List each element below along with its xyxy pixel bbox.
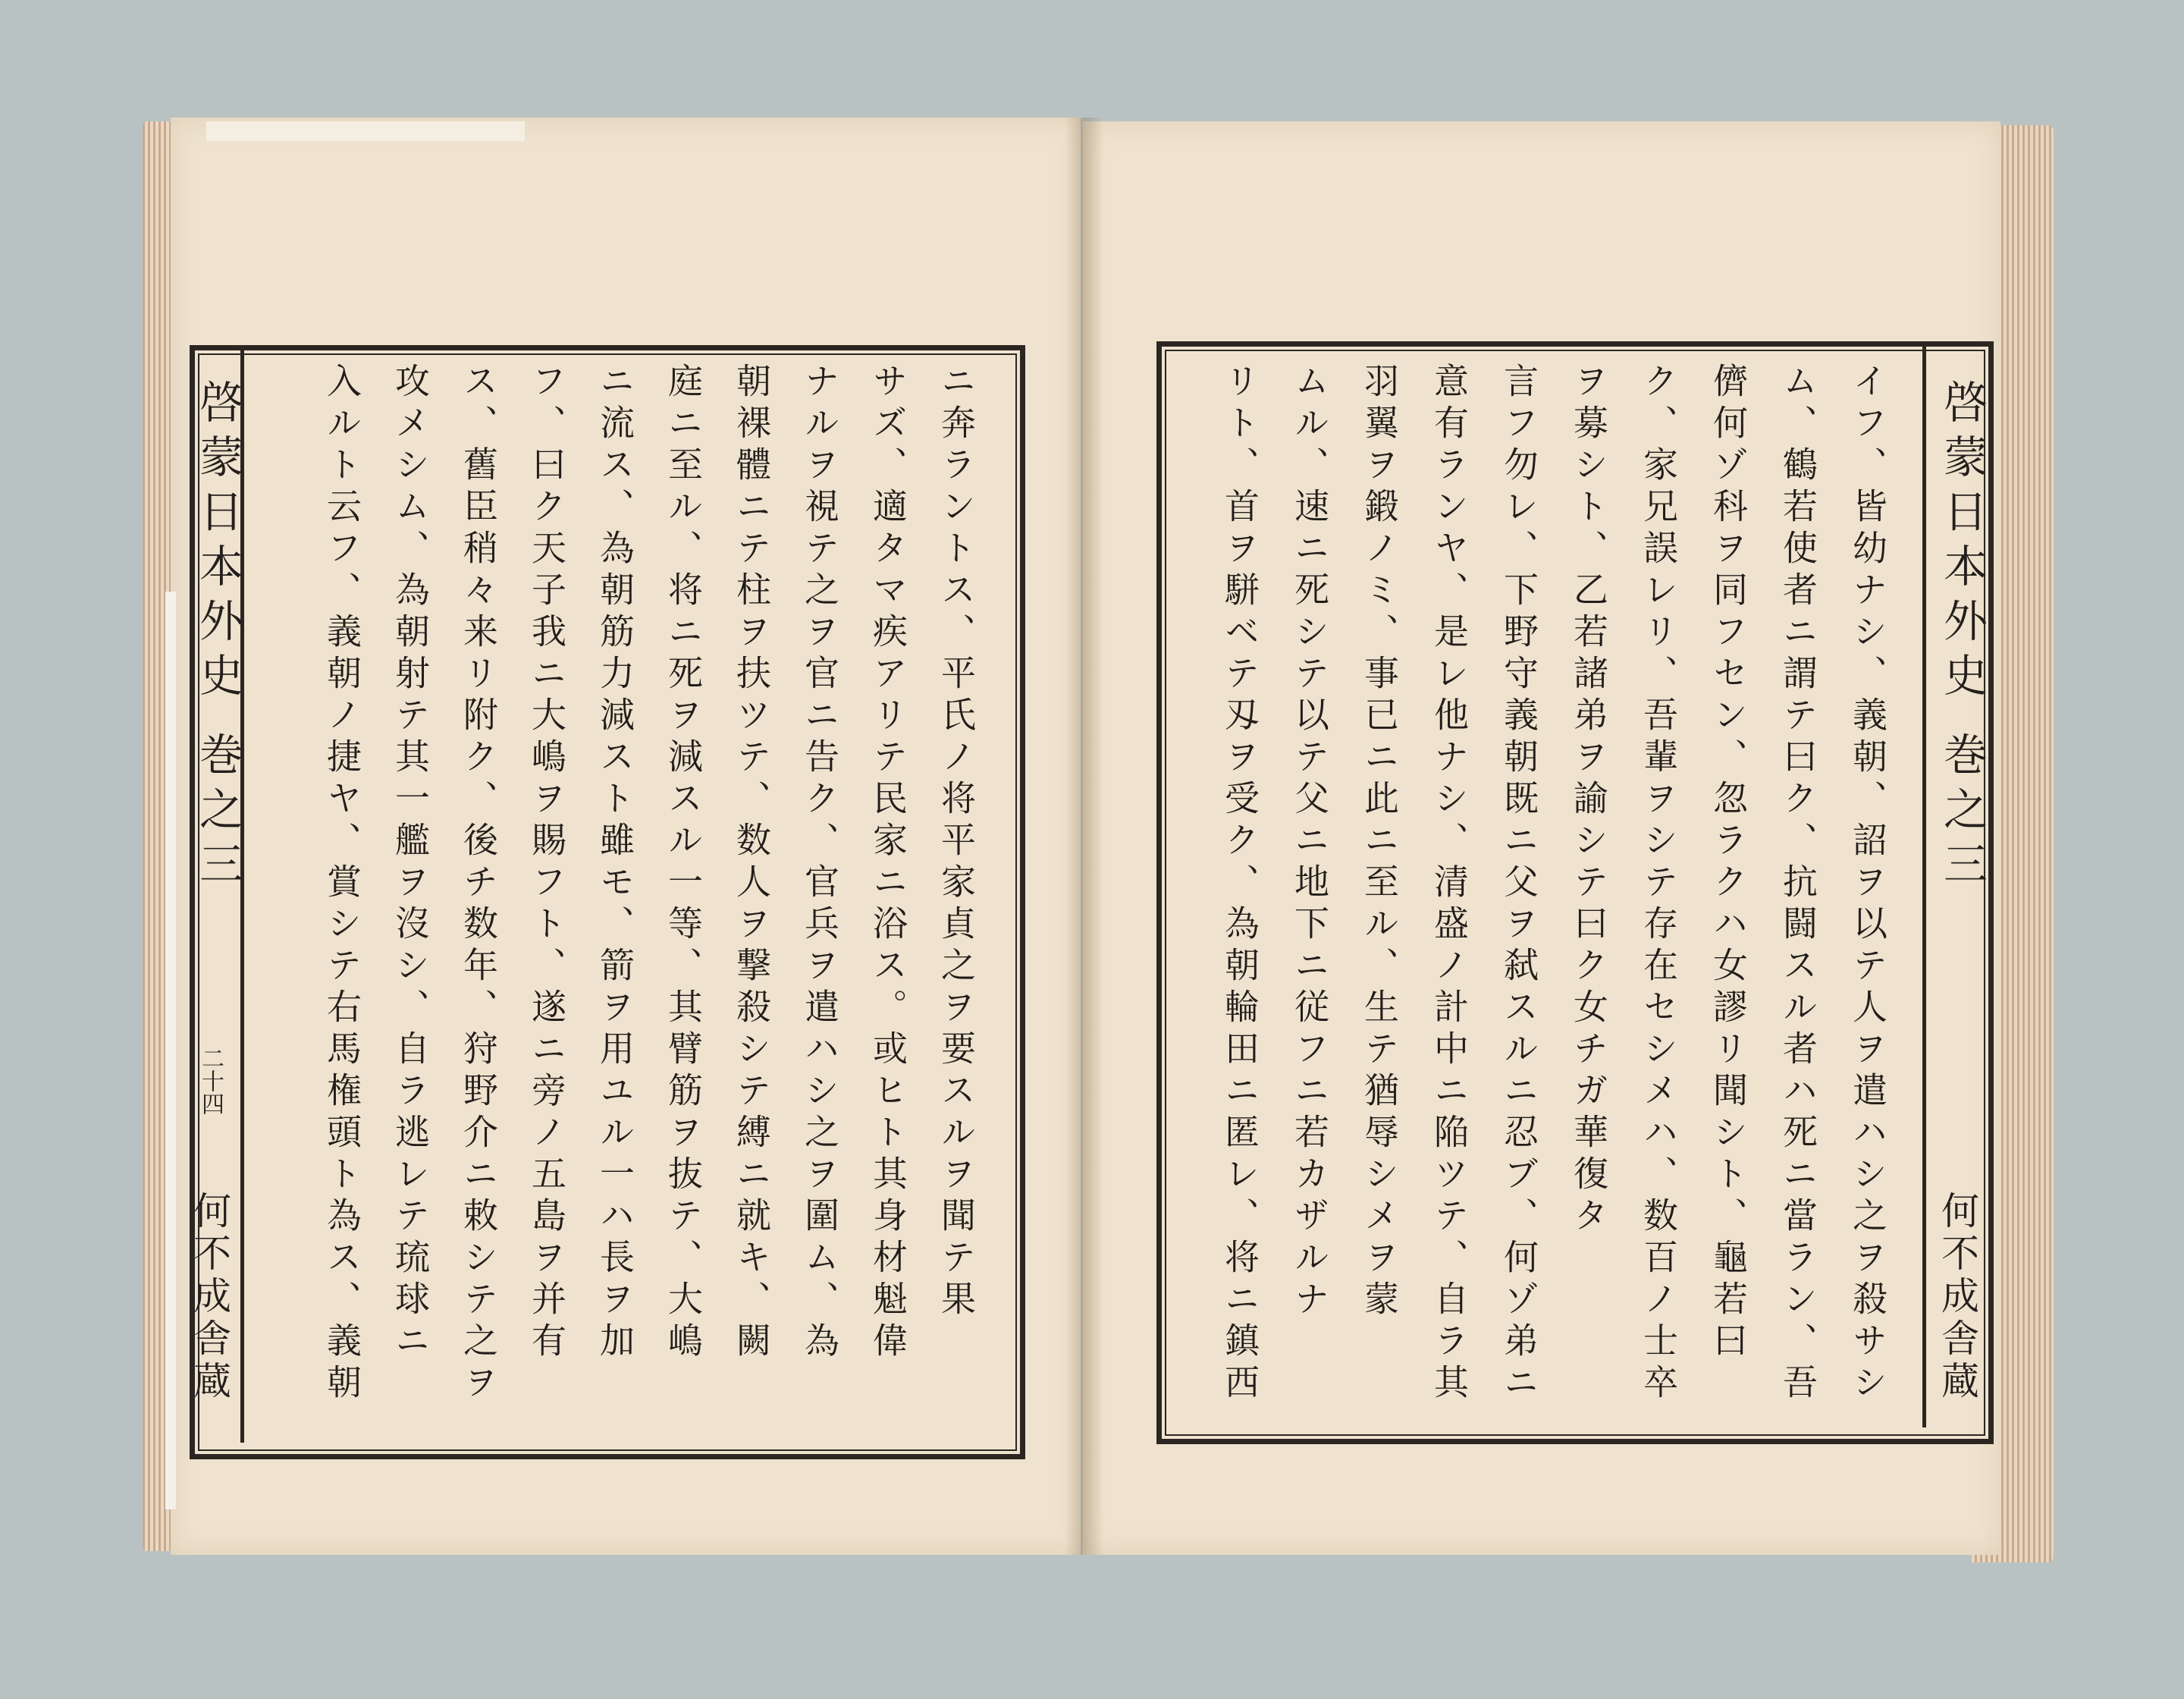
left-text-column-9: 攻メシム、為朝射テ其一艦ヲ沒シ、自ラ逃レテ琉球ニ xyxy=(390,363,431,1364)
left-text-column-8: ス、舊臣稍々来リ附ク、後チ数年、狩野介ニ敕シテ之ヲ xyxy=(458,363,499,1405)
left-folio-number: 二十四 xyxy=(197,1047,224,1115)
right-text-column-8: 羽翼ヲ鍛ノミ、事已ニ此ニ至ル、生テ猶辱シメヲ蒙 xyxy=(1359,363,1400,1322)
left-header-title: 啓蒙日本外史 巻之三 xyxy=(192,379,243,896)
right-text-column-10: リト、首ヲ駢ベテ刄ヲ受ク、為朝輪田ニ匿レ、将ニ鎮西 xyxy=(1219,363,1260,1405)
left-ownership-stamp: 何不成舎蔵 xyxy=(187,1191,231,1403)
right-text-column-2: ム、鶴若使者ニ謂テ曰ク、抗闘スル者ハ死ニ當ラン、吾 xyxy=(1778,363,1818,1405)
right-text-column-1: イフ、皆幼ナシ、義朝、詔ヲ以テ人ヲ遣ハシ之ヲ殺サシ xyxy=(1847,363,1888,1405)
right-text-column-5: ヲ募シト、乙若諸弟ヲ諭シテ曰ク女チガ華復タ xyxy=(1568,363,1609,1239)
left-text-column-5: 庭ニ至ル、将ニ死ヲ減スル一等、其臂筋ヲ抜テ、大嶋 xyxy=(663,363,704,1364)
right-text-column-4: ク、家兄誤レリ、吾輩ヲシテ存在セシメハ、数百ノ士卒 xyxy=(1638,363,1679,1405)
right-ownership-stamp: 何不成舎蔵 xyxy=(1935,1191,1979,1403)
left-text-column-4: 朝裸體ニテ柱ヲ扶ツテ、数人ヲ撃殺シテ縛ニ就キ、闕 xyxy=(731,363,772,1364)
right-header-title: 啓蒙日本外史 巻之三 xyxy=(1936,379,1988,896)
right-margin-rule xyxy=(1922,347,1926,1427)
book-gutter xyxy=(1065,118,1103,1555)
right-text-column-6: 言フ勿レ、下野守義朝既ニ父ヲ弑スルニ忍ブ、何ゾ弟ニ xyxy=(1498,363,1539,1405)
left-text-column-10: 入ルト云フ、義朝ノ捷ヤ、賞シテ右馬権頭ト為ス、義朝 xyxy=(322,363,362,1405)
left-text-column-2: サズ、適タマ疾アリテ民家ニ浴ス。或ヒト其身材魁偉 xyxy=(868,363,908,1364)
right-text-column-3: 儕何ゾ科ヲ同フセン、忽ラクハ女謬リ聞シト、龜若曰 xyxy=(1708,363,1749,1364)
left-text-column-3: ナルヲ視テ之ヲ官ニ告ク、官兵ヲ遣ハシ之ヲ圍ム、為 xyxy=(799,363,840,1364)
left-text-column-7: フ、曰ク天子我ニ大嶋ヲ賜フト、遂ニ旁ノ五島ヲ并有 xyxy=(526,363,567,1364)
left-text-column-1: ニ奔ラントス、平氏ノ将平家貞之ヲ要スルヲ聞テ果 xyxy=(936,363,977,1322)
paper-strip xyxy=(165,592,176,1509)
right-text-column-9: ムル、速ニ死シテ以テ父ニ地下ニ従フニ若カザルナ xyxy=(1289,363,1330,1322)
left-text-column-6: ニ流ス、為朝筋力減スト雖モ、箭ヲ用ユル一ハ長ヲ加 xyxy=(595,363,635,1364)
paper-slip xyxy=(206,121,525,141)
right-text-column-7: 意有ランヤ、是レ他ナシ、清盛ノ計中ニ陥ツテ、自ラ其 xyxy=(1429,363,1470,1405)
